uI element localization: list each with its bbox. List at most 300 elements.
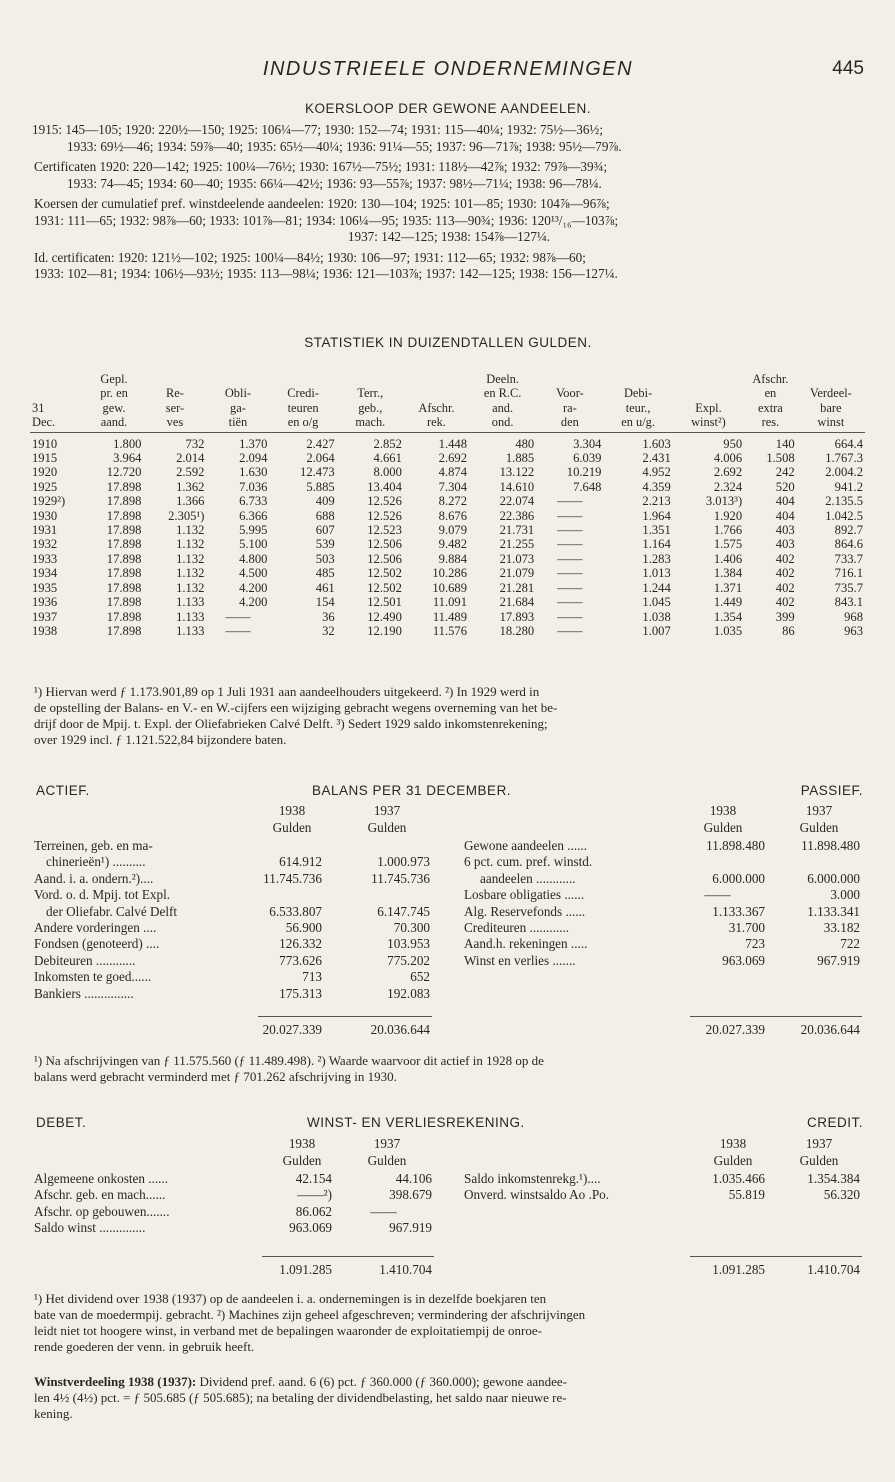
text-line: len 4½ (4½) pct. = ƒ 505.685 (ƒ 505.685); na betaling der dividendbelasting, het saldo naar nieuwe re-: [34, 1390, 567, 1405]
table-cell: 4.359: [642, 479, 671, 494]
value-cell: 6.000.000: [712, 870, 765, 886]
row-label: Andere vorderingen ....: [34, 920, 157, 935]
row-label: Vord. o. d. Mpij. tot Expl.: [34, 887, 171, 903]
table-cell: 2.004.2: [825, 465, 863, 480]
table-cell: ——: [557, 551, 583, 566]
table-cell: 21.255: [499, 537, 535, 552]
table-cell: 539: [315, 537, 335, 552]
footnote-line: leidt niet tot hoogere winst, in verband met de bepalingen waaronder de exploitatiempij de onroe-: [34, 1323, 542, 1338]
table-cell: 4.661: [373, 451, 402, 466]
value-cell: 6.147.745: [377, 903, 430, 919]
column-header: and.: [492, 400, 514, 415]
value-cell: 713: [302, 969, 322, 985]
table-cell: 1.035: [713, 623, 743, 638]
table-cell: 22.386: [499, 508, 535, 523]
value-cell: 44.106: [395, 1171, 432, 1186]
table-row: [30, 595, 865, 609]
footnote-line: balans werd gebracht verminderd met ƒ 701.262 afschrijving in 1930.: [34, 1069, 397, 1084]
row-label: Saldo winst ..............: [34, 1220, 146, 1236]
table-row: [30, 523, 865, 537]
column-header: Verdeel-: [809, 386, 852, 401]
row-label: Afschr. op gebouwen.......: [34, 1203, 170, 1219]
table-cell: 1.800: [113, 436, 142, 451]
table-cell: 1933: [32, 551, 58, 566]
row-label: Aand.h. rekeningen .....: [464, 936, 588, 952]
row-label: Onverd. winstsaldo Ao .Po.: [464, 1187, 610, 1203]
column-header: Gepl.: [100, 372, 128, 386]
statistics-table: [30, 372, 865, 638]
debet-total-1938: 1.091.285: [279, 1262, 332, 1277]
table-cell: 12.506: [367, 551, 402, 566]
table-cell: 607: [315, 523, 335, 538]
table-cell: 404: [775, 494, 795, 509]
table-cell: 12.526: [367, 508, 402, 523]
column-header: ga-: [230, 400, 246, 415]
column-header: teuren: [287, 400, 319, 415]
year-label: 1938: [719, 1136, 747, 1151]
total-rule: [690, 1016, 862, 1017]
table-cell: 17.898: [106, 508, 142, 523]
table-cell: 17.898: [106, 551, 142, 566]
table-cell: 735.7: [834, 580, 863, 595]
value-cell: 722: [840, 936, 860, 952]
total-rule: [262, 1256, 434, 1257]
table-cell: 1.351: [642, 523, 671, 538]
value-cell: 126.332: [279, 936, 322, 952]
table-cell: 1.630: [239, 465, 268, 480]
table-cell: 461: [315, 580, 335, 595]
table-cell: 2.852: [373, 436, 402, 451]
text-line: 1915: 145—105; 1920: 220½—150; 1925: 106¼—77; 1930: 152—74; 1931: 115—40¼; 1932: 75½—36½;: [32, 122, 603, 137]
table-cell: 154: [315, 595, 335, 610]
value-cell: 652: [410, 969, 430, 985]
text-line: 1937: 142—125; 1938: 154⅞—127¼.: [347, 229, 551, 244]
table-cell: 86: [782, 623, 795, 638]
row-label: 6 pct. cum. pref. winstd.: [464, 854, 593, 870]
text-line: Dividend pref. aand. 6 (6) pct. ƒ 360.000 (ƒ 360.000); gewone aandee-: [196, 1374, 567, 1389]
table-cell: 1.045: [642, 595, 671, 610]
table-cell: 9.884: [438, 551, 467, 566]
table-cell: 733.7: [834, 551, 863, 566]
table-cell: 1.448: [438, 436, 467, 451]
table-cell: 8.272: [438, 494, 467, 509]
passief-total-1937: 20.036.644: [800, 1022, 860, 1037]
table-cell: 1.244: [642, 580, 671, 595]
table-cell: 11.576: [432, 623, 467, 638]
footnote-line: drijf door de Mpij. t. Expl. der Oliefabrieken Calvé Delft. ³) Sedert 1929 saldo inkomstenrekening;: [34, 716, 548, 731]
footnote-line: de opstelling der Balans- en V.- en W.-cijfers een wijziging gebracht wegens overneming van het be-: [34, 700, 558, 715]
actief-heading: ACTIEF.: [36, 783, 90, 798]
column-header: [404, 372, 469, 386]
table-cell: ——: [557, 580, 583, 595]
year-label: 1937: [805, 1136, 833, 1151]
column-header: Expl.: [695, 400, 722, 415]
table-cell: 2.692: [713, 465, 743, 480]
table-cell: 12.490: [367, 609, 402, 624]
column-header: [269, 372, 336, 386]
table-cell: 402: [775, 551, 795, 566]
text-line: 1933: 69½—46; 1934: 59⅞—40; 1935: 65½—40¼; 1936: 91¼—55; 1937: 96—71⅞; 1938: 95½—79⅞.: [67, 138, 622, 154]
table-cell: 1.885: [505, 451, 535, 466]
value-cell: 1.354.384: [807, 1171, 860, 1186]
table-cell: 2.305¹): [168, 508, 205, 523]
table-cell: 9.482: [438, 537, 467, 552]
row-label: Inkomsten te goed......: [34, 969, 152, 985]
table-cell: 17.898: [106, 523, 142, 538]
row-label: Afschr. geb. en mach......: [34, 1187, 166, 1203]
table-row: [30, 509, 865, 523]
table-cell: ——: [557, 595, 583, 610]
table-cell: 1.603: [642, 436, 671, 451]
total-rule: [258, 1016, 432, 1017]
value-cell: 1.000.973: [377, 854, 430, 870]
year-label: 1938: [288, 1136, 316, 1151]
table-cell: 716.1: [834, 566, 863, 581]
table-cell: 1.133: [176, 609, 205, 624]
column-header: [30, 372, 85, 386]
column-header: ra-: [562, 400, 577, 415]
row-label: Bankiers ...............: [34, 985, 134, 1001]
table-row: [30, 465, 865, 479]
table-cell: 5.995: [239, 523, 268, 538]
value-cell: 56.320: [823, 1187, 860, 1203]
value-cell: 70.300: [393, 920, 430, 935]
value-cell: ——: [704, 887, 731, 903]
winstverdeeling-label: Winstverdeeling 1938 (1937):: [34, 1374, 197, 1389]
table-cell: 12.190: [367, 623, 402, 638]
table-cell: 2.213: [642, 494, 671, 509]
table-cell: 941.2: [834, 479, 863, 494]
table-cell: 140: [775, 436, 795, 451]
running-header: [32, 58, 864, 86]
value-cell: 56.900: [285, 920, 322, 935]
koersloop-paragraph: [34, 122, 864, 283]
value-cell: 11.745.736: [263, 870, 322, 886]
value-cell: 192.083: [387, 985, 430, 1001]
unit-label: Gulden: [703, 820, 743, 835]
table-cell: 963: [844, 623, 863, 638]
table-cell: 1.132: [176, 537, 205, 552]
table-cell: 402: [775, 595, 795, 610]
column-header: Terr.,: [357, 386, 384, 401]
table-cell: 17.898: [106, 580, 142, 595]
table-cell: 2.324: [713, 479, 743, 494]
table-cell: 1.371: [713, 580, 743, 595]
table-cell: 4.952: [642, 465, 671, 480]
row-label: Fondsen (genoteerd) ....: [34, 936, 160, 952]
table-cell: 1.132: [176, 580, 205, 595]
unit-label: Gulden: [282, 1153, 322, 1168]
year-label: 1938: [709, 803, 737, 818]
table-cell: 32: [322, 623, 335, 638]
statistiek-footnotes: [34, 684, 864, 748]
page-title: INDUSTRIEELE ONDERNEMINGEN: [262, 58, 634, 80]
row-label: der Oliefabr. Calvé Delft: [46, 903, 178, 919]
table-cell: 12.720: [106, 465, 142, 480]
passief-total-1938: 20.027.339: [705, 1022, 765, 1037]
row-label: Algemeene onkosten ......: [34, 1171, 169, 1186]
value-cell: 775.202: [387, 952, 430, 968]
value-cell: 967.919: [389, 1220, 432, 1236]
table-cell: 17.898: [106, 623, 142, 638]
winst-footnotes: [34, 1291, 864, 1355]
table-cell: 892.7: [834, 523, 863, 538]
table-cell: 11.091: [432, 595, 467, 610]
credit-heading: CREDIT.: [806, 1115, 863, 1130]
table-cell: 2.427: [306, 436, 335, 451]
table-cell: 664.4: [834, 436, 863, 451]
table-cell: 17.893: [499, 609, 535, 624]
table-cell: 17.898: [106, 595, 142, 610]
footnote-line: ¹) Het dividend over 1938 (1937) op de aandeelen i. a. ondernemingen is in dezelfde boekjaren ten: [34, 1291, 547, 1306]
table-cell: 1.766: [713, 523, 743, 538]
table-cell: 1932: [32, 537, 58, 552]
column-header: Credi-: [287, 386, 319, 401]
table-cell: 17.898: [106, 494, 142, 509]
column-header: [603, 372, 672, 386]
unit-label: Gulden: [367, 1153, 407, 1168]
table-cell: ——: [557, 494, 583, 509]
table-row: [30, 480, 865, 494]
column-header: [797, 372, 865, 386]
value-cell: 6.000.000: [807, 870, 860, 886]
table-cell: 1.132: [176, 523, 205, 538]
value-cell: 3.000: [830, 887, 860, 903]
winstverdeeling-paragraph: [34, 1374, 864, 1422]
value-cell: 11.898.480: [706, 838, 765, 853]
value-cell: 33.182: [823, 920, 860, 935]
row-label: Losbare obligaties ......: [464, 887, 585, 903]
table-cell: 480: [515, 436, 535, 451]
text-line: 1931: 111—65; 1932: 98⅞—60; 1933: 101⅞—81; 1934: 106¼—95; 1935: 113—90¾; 1936: 120¹³/₁₆—103⅞;: [34, 212, 619, 228]
table-cell: 21.684: [499, 595, 535, 610]
table-cell: 3.013³): [705, 494, 743, 509]
koersloop-heading: KOERSLOOP DER GEWONE AANDEELEN.: [304, 101, 592, 116]
column-header: ser-: [165, 400, 185, 415]
actief-total-1937: 20.036.644: [370, 1022, 430, 1037]
column-header: en u/g.: [603, 415, 672, 432]
table-cell: 1935: [32, 580, 58, 595]
table-cell: 6.733: [239, 494, 268, 509]
table-cell: 950: [723, 436, 743, 451]
column-header: winst: [797, 415, 865, 432]
table-cell: 1.370: [239, 436, 268, 451]
table-cell: 7.036: [239, 479, 268, 494]
table-cell: 13.404: [367, 479, 402, 494]
column-header: res.: [744, 415, 797, 432]
credit-total-1937: 1.410.704: [807, 1262, 860, 1277]
table-cell: 968: [844, 609, 863, 624]
balans-heading: BALANS PER 31 DECEMBER.: [312, 783, 512, 798]
column-header: [337, 372, 404, 386]
table-cell: 1.920: [713, 508, 743, 523]
table-cell: 1.283: [642, 551, 671, 566]
value-cell: 11.898.480: [801, 838, 860, 853]
column-header: teur.,: [625, 400, 651, 415]
row-label: Aand. i. a. ondern.²)....: [34, 870, 154, 886]
year-label: 1938: [278, 803, 306, 818]
text-line: kening.: [34, 1406, 73, 1421]
unit-label: Gulden: [799, 820, 839, 835]
table-cell: 1.354: [713, 609, 743, 624]
table-cell: 1929²): [32, 494, 66, 509]
column-header: pr. en: [100, 386, 128, 401]
value-cell: 398.679: [389, 1187, 432, 1203]
total-rule: [690, 1256, 862, 1257]
table-cell: 3.964: [113, 451, 142, 466]
table-row: [30, 581, 865, 595]
table-cell: 4.500: [239, 566, 268, 581]
value-cell: 963.069: [289, 1220, 332, 1236]
table-cell: 17.898: [106, 609, 142, 624]
value-cell: 723: [745, 936, 765, 952]
table-cell: 17.898: [106, 479, 142, 494]
table-cell: 1.132: [176, 551, 205, 566]
table-cell: 1925: [32, 479, 58, 494]
table-cell: 1930: [32, 508, 58, 523]
value-cell: 31.700: [728, 920, 765, 935]
column-header: Afschr.: [418, 400, 455, 415]
table-cell: 1.362: [176, 479, 205, 494]
table-cell: 1.133: [176, 623, 205, 638]
row-label: Alg. Reservefonds ......: [464, 903, 586, 919]
table-cell: 409: [315, 494, 335, 509]
value-cell: ——: [370, 1203, 397, 1219]
column-header: Voor-: [555, 386, 584, 401]
column-header: geb.,: [358, 400, 383, 415]
table-cell: 1.767.3: [825, 451, 863, 466]
row-label: Gewone aandeelen ......: [464, 838, 588, 853]
table-cell: 2.431: [642, 451, 671, 466]
table-cell: 36: [322, 609, 335, 624]
row-label: Crediteuren ............: [464, 920, 570, 935]
table-cell: 12.506: [367, 537, 402, 552]
row-label: aandeelen ............: [480, 870, 576, 886]
credit-total-1938: 1.091.285: [712, 1262, 765, 1277]
column-header: [536, 372, 603, 386]
table-cell: 10.219: [566, 465, 602, 480]
table-cell: ——: [557, 623, 583, 638]
table-cell: 6.039: [573, 451, 602, 466]
footnote-line: over 1929 incl. ƒ 1.121.522,84 bijzondere baten.: [34, 732, 287, 747]
value-cell: 103.953: [387, 936, 430, 952]
table-cell: 403: [775, 523, 795, 538]
table-cell: 2.094: [239, 451, 268, 466]
balans-footnotes: [34, 1053, 864, 1085]
table-cell: 1.164: [642, 537, 671, 552]
text-line: Certificaten 1920: 220—142; 1925: 100¼—76½; 1930: 167½—75½; 1931: 118½—42⅞; 1932: 79⅞—39¾;: [34, 159, 608, 174]
statistiek-heading: STATISTIEK IN DUIZENDTALLEN GULDEN.: [304, 335, 592, 350]
column-header: gew.: [102, 400, 126, 415]
table-cell: 11.489: [432, 609, 467, 624]
value-cell: 1.133.367: [712, 903, 765, 919]
table-row: [30, 624, 865, 638]
table-cell: ——: [225, 609, 251, 624]
table-cell: 12.502: [367, 566, 402, 581]
footnote-line: ¹) Na afschrijvingen van ƒ 11.575.560 (ƒ 11.489.498). ²) Waarde waarvoor dit actief in 1928 op de: [34, 1053, 544, 1068]
column-header: winst²): [673, 415, 744, 432]
table-cell: 1931: [32, 523, 58, 538]
debet-total-1937: 1.410.704: [379, 1262, 432, 1277]
column-header: [404, 386, 469, 400]
table-cell: 12.526: [367, 494, 402, 509]
column-header: extra: [758, 400, 783, 415]
table-cell: 1.575: [713, 537, 743, 552]
debet-heading: DEBET.: [36, 1115, 87, 1130]
table-cell: 12.502: [367, 580, 402, 595]
column-header: en o/g: [269, 415, 336, 432]
table-cell: 1.007: [642, 623, 671, 638]
row-label: chinerieën¹) ..........: [46, 854, 146, 870]
table-cell: 2.064: [306, 451, 335, 466]
unit-label: Gulden: [799, 1153, 839, 1168]
table-row: [30, 610, 865, 624]
table-cell: 21.073: [499, 551, 535, 566]
table-cell: 864.6: [834, 537, 863, 552]
value-cell: ——²): [297, 1187, 332, 1203]
table-cell: 1.449: [713, 595, 743, 610]
column-header: Afschr.: [752, 372, 789, 386]
column-header: Dec.: [30, 415, 85, 432]
table-cell: 21.281: [499, 580, 535, 595]
table-cell: 12.501: [367, 595, 402, 610]
table-cell: 520: [775, 479, 795, 494]
table-cell: 402: [775, 566, 795, 581]
table-cell: 404: [775, 508, 795, 523]
table-cell: 5.885: [306, 479, 335, 494]
text-line: Koersen der cumulatief pref. winstdeelende aandeelen: 1920: 130—104; 1925: 101—85; 1930: 104⅞—96⅞;: [34, 196, 610, 211]
table-cell: 6.366: [239, 508, 268, 523]
table-cell: 21.731: [499, 523, 535, 538]
table-cell: 9.079: [438, 523, 467, 538]
column-header: [673, 386, 744, 400]
column-header: [143, 372, 206, 386]
table-cell: 402: [775, 580, 795, 595]
column-header: 31: [32, 400, 45, 415]
column-header: [673, 372, 744, 386]
table-cell: 2.592: [176, 465, 205, 480]
column-header: ond.: [469, 415, 536, 432]
table-cell: 21.079: [499, 566, 535, 581]
table-cell: 8.000: [373, 465, 402, 480]
table-cell: ——: [557, 523, 583, 538]
table-cell: 22.074: [499, 494, 535, 509]
text-line: Id. certificaten: 1920: 121½—102; 1925: 100¼—84½; 1930: 106—97; 1931: 112—65; 1932: 98⅞—60;: [34, 249, 586, 265]
table-cell: ——: [557, 537, 583, 552]
year-label: 1937: [373, 1136, 401, 1151]
table-cell: 485: [315, 566, 335, 581]
value-cell: 175.313: [279, 985, 322, 1001]
column-header: [30, 386, 85, 400]
column-header: en R.C.: [483, 386, 522, 401]
table-cell: 12.473: [300, 465, 335, 480]
table-cell: 1.366: [176, 494, 205, 509]
unit-label: Gulden: [367, 820, 407, 835]
table-cell: 2.014: [176, 451, 205, 466]
year-label: 1937: [373, 803, 401, 818]
value-cell: 6.533.807: [269, 903, 322, 919]
table-cell: 12.523: [367, 523, 402, 538]
table-cell: 8.676: [438, 508, 467, 523]
table-cell: 7.648: [573, 479, 602, 494]
column-header: tiën: [206, 415, 269, 432]
table-cell: 4.006: [713, 451, 743, 466]
table-cell: 688: [315, 508, 335, 523]
value-cell: 1.035.466: [712, 1171, 765, 1186]
table-cell: 18.280: [499, 623, 535, 638]
table-cell: 1936: [32, 595, 58, 610]
table-cell: 17.898: [106, 566, 142, 581]
